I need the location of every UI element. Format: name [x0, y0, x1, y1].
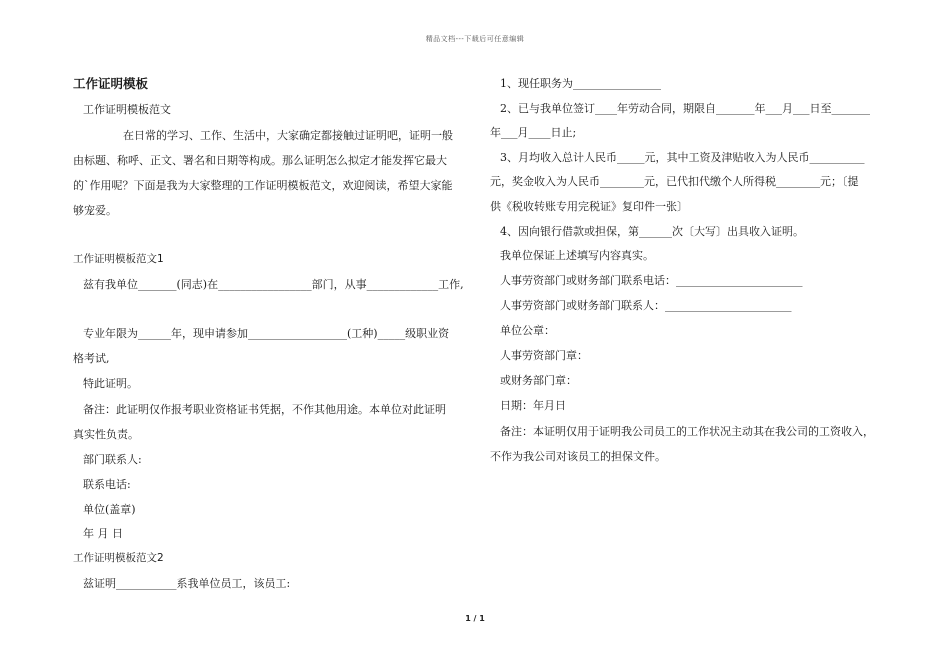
item-3-line-2: 元，奖金收入为人民币________元，已代扣代缴个人所得税________元；〔提: [490, 175, 859, 188]
page-header: 精品文档---下载后可任意编辑: [425, 35, 525, 43]
unit-seal-line: 单位公章：: [500, 324, 555, 337]
date-line: 日期：年月日: [500, 399, 566, 412]
note-line-2: 不作为我公司对该员工的担保文件。: [490, 450, 666, 463]
dept-contact-label: 部门联系人:: [83, 453, 142, 466]
section-2-title: 工作证明模板范文2: [73, 552, 164, 564]
section-1-title: 工作证明模板范文1: [73, 253, 164, 265]
page-number: 1 / 1: [465, 614, 485, 623]
item-2-line-1: 2、已与我单位签订____年劳动合同，期限自_______年___月___日至_______: [500, 102, 870, 115]
note-line-1: 备注：本证明仅用于证明我公司员工的工作状况主动其在我公司的工资收入，: [500, 425, 874, 438]
hr-seal-line: 人事劳资部门章：: [500, 349, 588, 362]
contact-phone-line: 人事劳资部门或财务部门联系电话：_______________________: [500, 274, 803, 287]
unit-seal-label: 单位(盖章): [83, 503, 136, 516]
date-label: 年 月 日: [83, 527, 123, 540]
guarantee-line: 我单位保证上述填写内容真实。: [500, 249, 654, 262]
item-2-line-2: 年___月____日止;: [490, 126, 577, 139]
contact-person-line: 人事劳资部门或财务部门联系人：_______________________: [500, 299, 792, 312]
section-1-note-line-1: 备注：此证明仅作报考职业资格证书凭据，不作其他用途。本单位对此证明: [83, 403, 446, 416]
document-title: 工作证明模板: [73, 76, 149, 91]
finance-seal-line: 或财务部门章：: [500, 374, 577, 387]
section-1-line-3: 格考试,: [73, 352, 110, 365]
intro-line-3: 的`作用呢？下面是我为大家整理的工作证明模板范文，欢迎阅读，希望大家能: [73, 179, 453, 192]
subtitle: 工作证明模板范文: [83, 103, 171, 116]
phone-label: 联系电话:: [83, 478, 131, 491]
item-1-position: 1、现任职务为________________: [500, 77, 661, 90]
section-2-line-1: 兹证明___________系我单位员工，该员工:: [83, 577, 291, 590]
item-3-line-1: 3、月均收入总计人民币_____元，其中工资及津贴收入为人民币__________: [500, 151, 865, 164]
intro-line-4: 够宠爱。: [73, 204, 117, 217]
intro-line-1: 在日常的学习、工作、生活中，大家确定都接触过证明吧，证明一般: [123, 129, 453, 142]
section-1-line-4: 特此证明。: [83, 377, 138, 390]
item-3-line-3: 供《税收转账专用完税证》复印件一张〕: [490, 200, 688, 213]
item-4-line: 4、因向银行借款或担保，第______次〔大写〕出具收入证明。: [500, 225, 804, 238]
section-1-note-line-2: 真实性负责。: [73, 428, 139, 441]
intro-line-2: 由标题、称呼、正文、署名和日期等构成。那么证明怎么拟定才能发挥它最大: [73, 154, 447, 167]
section-1-line-1: 兹有我单位_______(同志)在_________________部门，从事_____________工作,: [83, 278, 464, 291]
section-1-line-2: 专业年限为______年，现申请参加__________________(工种)_____级职业资: [83, 327, 450, 340]
